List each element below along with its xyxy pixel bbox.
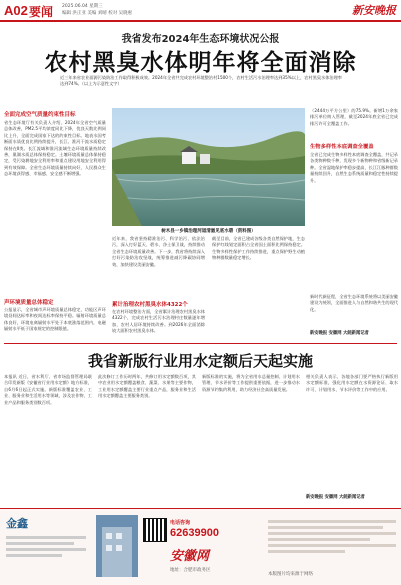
col2-subhead: 累计治理农村黑臭水体4322个 (112, 302, 188, 308)
masthead (0, 0, 401, 20)
second-col-3: 新版标准的实施，将为全省用水总量控制、计划用水管理、节水评价等工作提供重要依据，进一步推动水资源节约集约利用，助力经济社会高质量发展。 (202, 374, 300, 392)
col2-body-2: 在农村环境整治方面，全省累计治理农村黑臭水体4322个，完成农村生活污水治理村庄数量逐年增加，农村人居环境持续改善。到2026年全面消除较大面积农村黑臭水体。 (112, 309, 205, 334)
col1-subhead-2: 声环境质量总体稳定 (4, 300, 54, 306)
col4-body-3: 新时代新征程，全省生态环境系统将以美丽安徽建设为统领，全面推进人与自然和谐共生的现代化。 (310, 294, 398, 312)
ad-site: 安徽网 (170, 549, 210, 564)
second-col-1: 本报讯 近日，省水利厅、省市场监督管理局联合印发新版《安徽省行业用水定额》地方标准，自6月6日起正式实施。新版标准覆盖农业、工业、服务业和生活用水等领域，涉及农作物、工业产品和服务类别数百项。 (4, 374, 92, 405)
col3-body: 截至目前，全省已建成各级各类自然保护地，生态保护红线划定面积占全省国土面积比例保持稳定。生物多样性保护工作持续推进，重点保护野生动植物种群数量稳定增长。 (212, 236, 305, 261)
ad-footer-right: 本版图片均来源于网络 (268, 572, 313, 577)
lead-kicker: 我省发布2024年生态环境状况公报 (121, 34, 280, 45)
ad-footer-left: 地址：合肥市政务区 (170, 568, 211, 573)
editor-line: 编辑 洪正亚 美编 刘晴 校对 吴晓惠 (62, 11, 133, 16)
ad-photo (96, 515, 138, 577)
col1-body: 省生态环境厅有关负责人介绍，2024年全省空气质量总体改善，PM2.5平均浓度同比下降，优良天数比例同比上升，全面完成国家下达的约束性目标。地表水国考断面水质优良比例持续提升，长江、淮河干流水质稳定保持在Ⅱ类。长江流域和淮河流域生态环境质量持续改善，巢湖水质总体保持稳定。土壤环境质量总体保持稳定，受污染耕地安全利用率和重点建设用地安全利用得到有效保障。全省生态环境质量持续向好，人民群众生态环境获得感、幸福感、安全感不断增强。 (4, 120, 106, 177)
building-image (96, 515, 138, 577)
lead-byline: 新安晚报 安徽网 大皖新闻记者 (310, 331, 369, 336)
col2-body: 近年来，我省坚持精准治污、科学治污、依法治污，深入打好蓝天、碧水、净土保卫战，持续推动全省生态环境质量改善。下一步，我省将持续深入打好污染防治攻坚战，统筹推进减污降碳协同增效，加快建设美丽安徽。 (112, 236, 205, 267)
lead-headline: 农村黑臭水体明年将全面消除 (44, 50, 357, 76)
second-byline: 新安晚报 安徽网 大皖新闻记者 (306, 495, 365, 500)
newspaper-logo: 新安晚报 (352, 4, 396, 17)
section-name: 要闻 (29, 5, 54, 19)
second-headline: 我省新版行业用水定额后天起实施 (87, 352, 313, 370)
ad-text-block (6, 533, 86, 573)
second-col-4: 相关负责人表示，各地各部门要严格执行新版用水定额标准，强化用水定额在水资源论证、取水许可、计划用水、节水评价等工作中的应用。 (306, 374, 398, 392)
col4-body: （2444万平方公里）的75.9%。新增1万余家排污单位纳入管理，截至2024年底全省已完成排污许可全覆盖工作。 (310, 108, 398, 126)
col4-subhead: 生物多样性本底调查全覆盖 (310, 144, 374, 150)
lead-photo (112, 108, 305, 226)
lead-deck: 近三年来省农业面源污染防治工作取得积极成效。2024年全省共完成农村环境整治村1500个，农村生活污水治理率达到35%以上，农村黑臭水体治理率达到74%。（以上为示意性文字） (60, 75, 342, 87)
ad-phone: 62639900 (170, 527, 219, 539)
second-col-2: 此次修订工作历时两年，共修订用水定额数百项，其中农业用水定额覆盖粮食、蔬菜、水果等主要作物，工业用水定额覆盖主要行业重点产品，服务业和生活用水定额覆盖主要服务类别。 (98, 374, 196, 399)
qr-code-icon (144, 519, 166, 541)
section-divider (4, 343, 397, 344)
ad-phone-label: 电话咨询 (170, 520, 191, 526)
col1-subhead: 全面完成空气质量约束性目标 (4, 112, 76, 118)
page-number: A02 (4, 3, 28, 18)
river-landscape-image (112, 108, 305, 226)
col4-body-2: 全省已完成生物多样性本底调查全覆盖，共记录各类物种数千种，发现多个新物种和省级新记录种。全省湿地保护率稳步提高，长江江豚种群数量持续回升，自然生态系统质量和稳定性持续提升。 (310, 152, 398, 183)
ad-right-text (268, 517, 396, 573)
ad-title: 金鑫 (6, 517, 28, 530)
date-line: 2025.06.04 星期三 (62, 4, 103, 9)
col1-body-2: 公报显示，全省城市声环境质量总体稳定，功能区声环境昼间达标率和夜间达标率保持平稳。辐射环境质量总体良好，环境电离辐射水平处于本底涨落范围内，电磁辐射水平低于国家规定的控制限值。 (4, 307, 106, 332)
masthead-rule (0, 20, 401, 22)
ad-banner (0, 508, 401, 585)
photo-caption: 树木县一乡镇治理河道清澈见底水碧（资料图） (161, 229, 256, 234)
